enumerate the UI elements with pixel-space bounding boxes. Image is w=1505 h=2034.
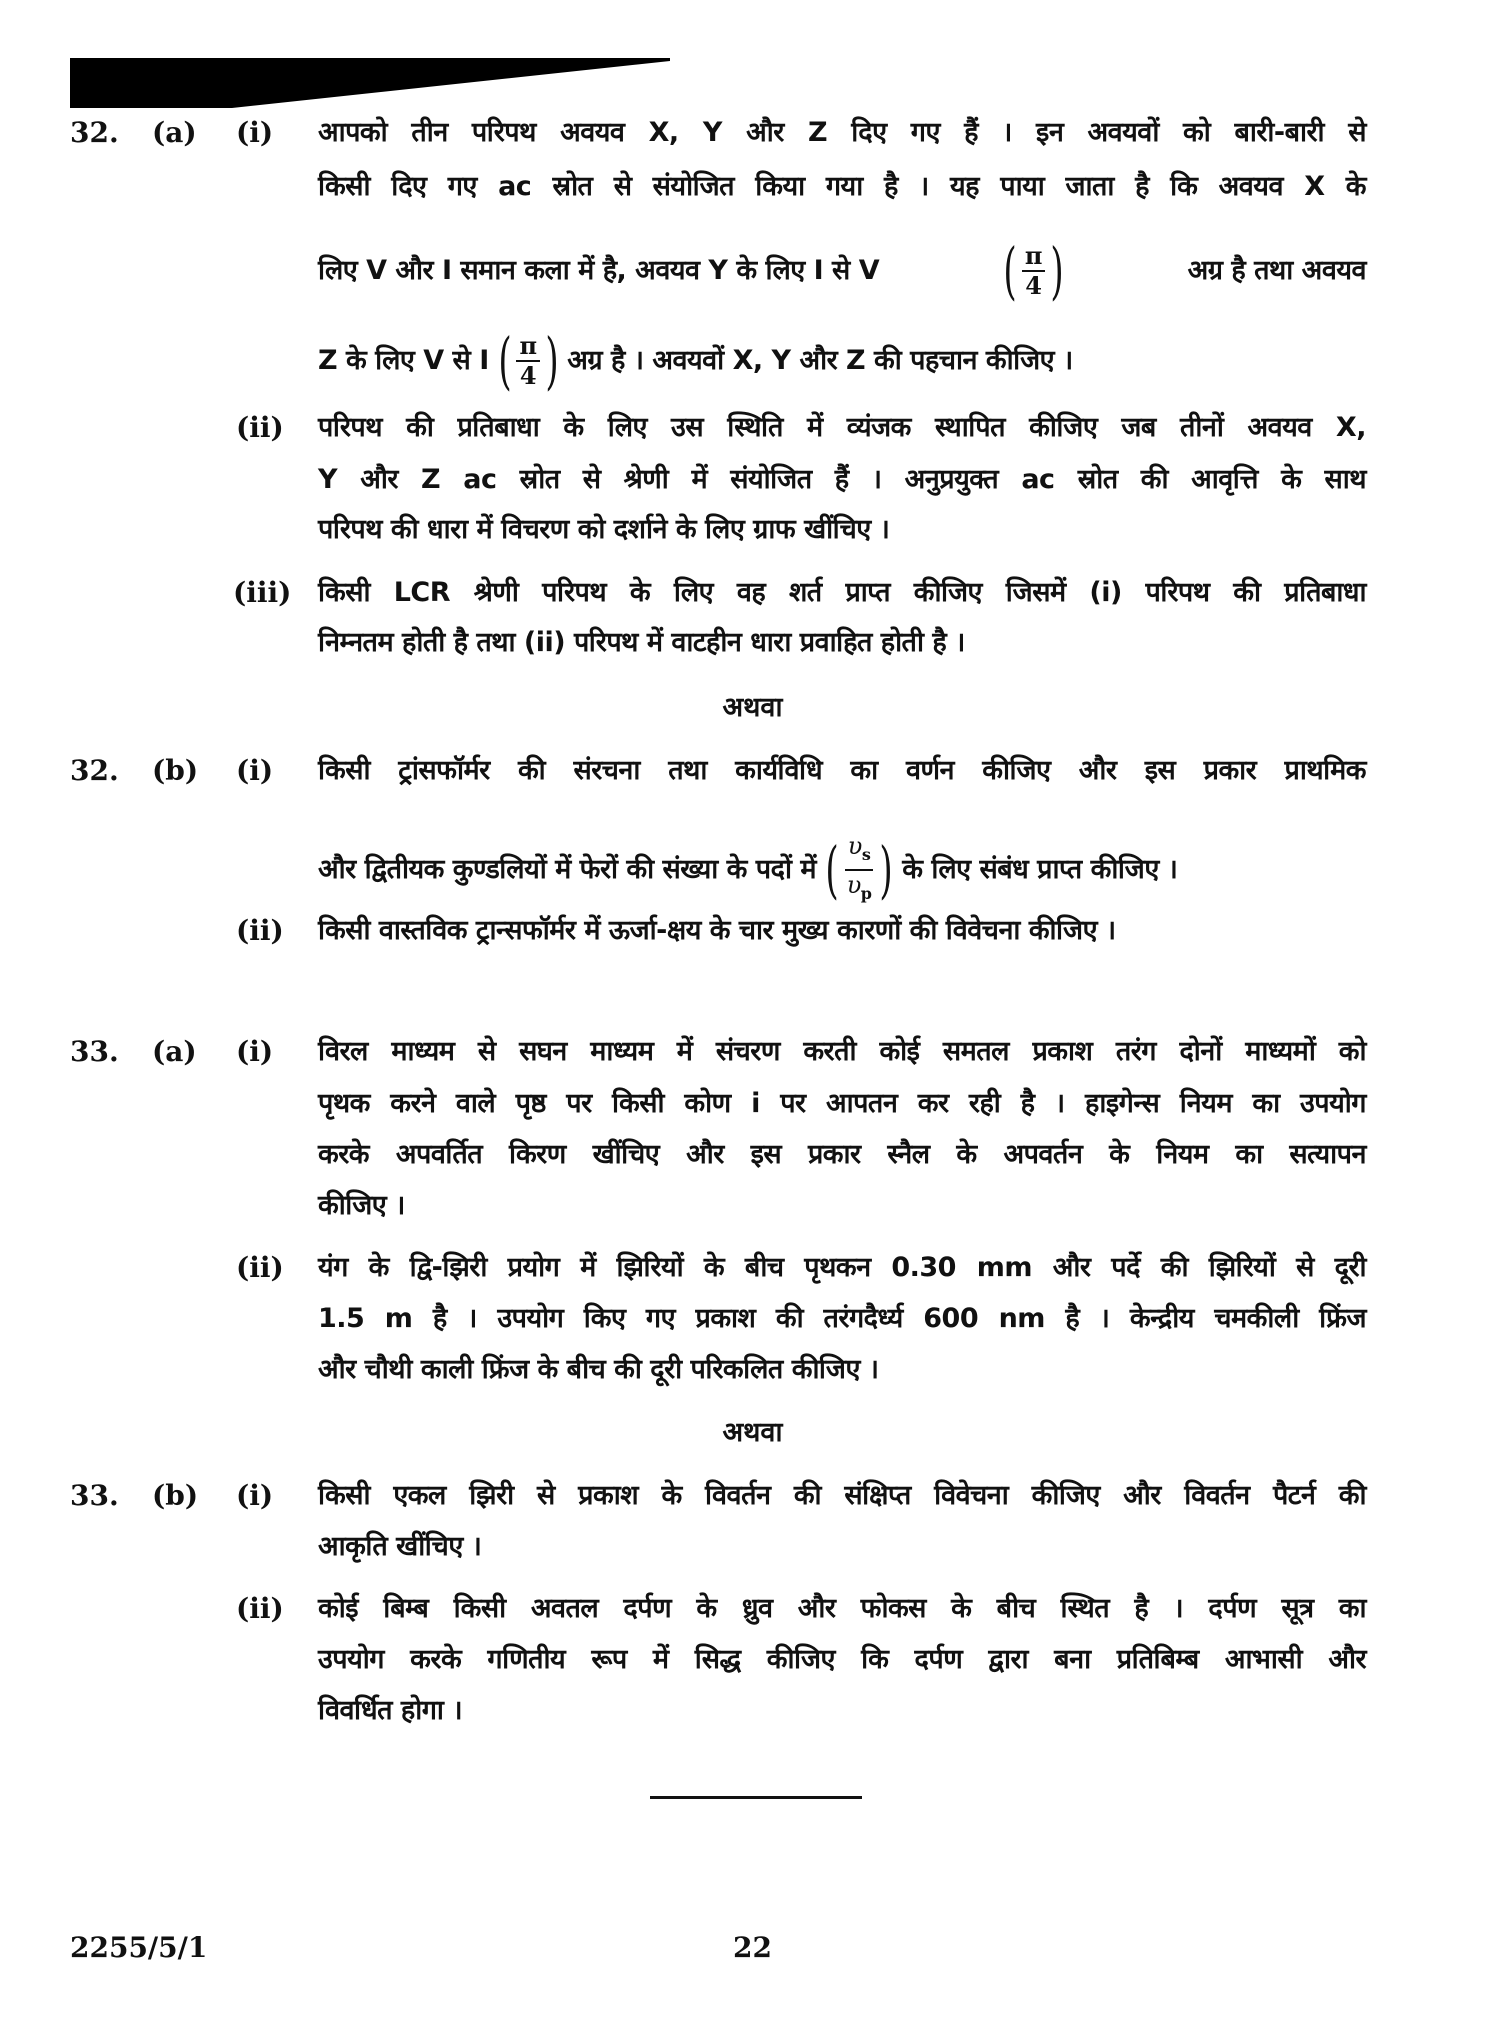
fraction-pi-over-4 bbox=[998, 234, 1068, 307]
subpart-label: (ii) bbox=[236, 1251, 284, 1284]
question-text-line: किसी दिए गए ac स्रोत से संयोजित किया गया है । यह पाया जाता है कि अवयव X के bbox=[318, 171, 1366, 202]
question-text-line-with-fraction bbox=[318, 234, 1366, 307]
question-text-line: परिपथ की प्रतिबाधा के लिए उस स्थिति में व्यंजक स्थापित कीजिए जब तीनों अवयव X, bbox=[318, 412, 1366, 443]
question-part-label: (a) bbox=[152, 1035, 197, 1068]
question-text-line: 1.5 m है । उपयोग किए गए प्रकाश की तरंगदैर्ध्य 600 nm है । केन्द्रीय चमकीली फ्रिंज bbox=[318, 1303, 1366, 1334]
fraction-numerator: $\upsilon_s$ bbox=[845, 832, 874, 871]
text-segment: अग्र है तथा अवयव bbox=[1187, 255, 1366, 286]
question-number: 33. bbox=[70, 1479, 119, 1512]
question-text-line-with-fraction bbox=[318, 324, 1366, 397]
question-part-label: (b) bbox=[152, 1479, 199, 1512]
question-text-line: कोई बिम्ब किसी अवतल दर्पण के ध्रुव और फोकस के बीच स्थित है । दर्पण सूत्र का bbox=[318, 1593, 1366, 1624]
text-segment: और द्वितीयक कुण्डलियों में फेरों की संख्या के पदों में bbox=[318, 854, 816, 885]
question-number: 33. bbox=[70, 1035, 119, 1068]
right-paren: ) bbox=[1050, 234, 1064, 307]
subpart-label: (ii) bbox=[236, 411, 284, 444]
question-text-line: किसी LCR श्रेणी परिपथ के लिए वह शर्त प्राप्त कीजिए जिसमें (i) परिपथ की प्रतिबाधा bbox=[318, 577, 1366, 608]
question-text-line: विरल माध्यम से सघन माध्यम में संचरण करती कोई समतल प्रकाश तरंग दोनों माध्यमों को bbox=[318, 1036, 1366, 1067]
subpart-label: (i) bbox=[236, 1035, 274, 1068]
fraction-numerator: π bbox=[1022, 242, 1045, 272]
fraction-vs-over-vp bbox=[820, 832, 898, 908]
question-text-line: आकृति खींचिए । bbox=[318, 1531, 482, 1562]
left-paren: ( bbox=[825, 833, 839, 906]
question-text-line: निम्नतम होती है तथा (ii) परिपथ में वाटहीन धारा प्रवाहित होती है । bbox=[318, 627, 965, 658]
or-separator: अथवा bbox=[722, 692, 783, 723]
subpart-label: (i) bbox=[236, 116, 274, 149]
question-text-line: परिपथ की धारा में विचरण को दर्शाने के लिए ग्राफ खींचिए । bbox=[318, 514, 890, 545]
question-text-line: उपयोग करके गणितीय रूप में सिद्ध कीजिए कि दर्पण द्वारा बना प्रतिबिम्ब आभासी और bbox=[318, 1644, 1366, 1675]
text-segment: Z के लिए V से I bbox=[318, 345, 489, 376]
text-segment: अग्र है । अवयवों X, Y और Z की पहचान कीजिए । bbox=[567, 345, 1073, 376]
subpart-label: (i) bbox=[236, 1479, 274, 1512]
subpart-label: (iii) bbox=[233, 576, 292, 609]
question-text-line: किसी एकल झिरी से प्रकाश के विवर्तन की संक्षिप्त विवेचना कीजिए और विवर्तन पैटर्न की bbox=[318, 1480, 1366, 1511]
question-text-line: कीजिए । bbox=[318, 1190, 405, 1221]
or-separator: अथवा bbox=[722, 1417, 783, 1448]
left-paren: ( bbox=[1003, 234, 1017, 307]
subpart-label: (ii) bbox=[236, 914, 284, 947]
question-text-line: पृथक करने वाले पृष्ठ पर किसी कोण i पर आपतन कर रही है । हाइगेन्स नियम का उपयोग bbox=[318, 1088, 1366, 1119]
text-segment: के लिए संबंध प्राप्त कीजिए । bbox=[902, 854, 1178, 885]
question-part-label: (b) bbox=[152, 754, 199, 787]
question-text-line: और चौथी काली फ्रिंज के बीच की दूरी परिकलित कीजिए । bbox=[318, 1354, 879, 1385]
question-text-line: आपको तीन परिपथ अवयव X, Y और Z दिए गए हैं । इन अवयवों को बारी-बारी से bbox=[318, 117, 1366, 148]
left-paren: ( bbox=[498, 324, 512, 397]
subpart-label: (ii) bbox=[236, 1592, 284, 1625]
fraction-denominator: 4 bbox=[1025, 271, 1042, 300]
fraction-pi-over-4 bbox=[493, 324, 563, 397]
paper-code: 2255/5/1 bbox=[70, 1931, 208, 1964]
question-text-line: Y और Z ac स्रोत से श्रेणी में संयोजित हैं । अनुप्रयुक्त ac स्रोत की आवृत्ति के साथ bbox=[318, 464, 1366, 495]
question-text-line-with-fraction bbox=[318, 832, 1366, 908]
question-number: 32. bbox=[70, 116, 119, 149]
question-text-line: करके अपवर्तित किरण खींचिए और इस प्रकार स्नैल के अपवर्तन के नियम का सत्यापन bbox=[318, 1139, 1366, 1170]
question-text-line: किसी ट्रांसफॉर्मर की संरचना तथा कार्यविधि का वर्णन कीजिए और इस प्रकार प्राथमिक bbox=[318, 755, 1366, 786]
end-of-section-rule bbox=[650, 1796, 862, 1799]
right-paren: ) bbox=[544, 324, 558, 397]
question-text-line: किसी वास्तविक ट्रान्सफॉर्मर में ऊर्जा-क्षय के चार मुख्य कारणों की विवेचना कीजिए । bbox=[318, 915, 1116, 946]
page-number: 22 bbox=[733, 1931, 772, 1964]
question-text-line: विवर्धित होगा । bbox=[318, 1695, 463, 1726]
right-paren: ) bbox=[879, 833, 893, 906]
question-text-line: यंग के द्वि-झिरी प्रयोग में झिरियों के बीच पृथकन 0.30 mm और पर्दे की झिरियों से दूरी bbox=[318, 1252, 1366, 1283]
subpart-label: (i) bbox=[236, 754, 274, 787]
fraction-numerator: π bbox=[516, 332, 539, 362]
question-part-label: (a) bbox=[152, 116, 197, 149]
question-number: 32. bbox=[70, 754, 119, 787]
text-segment: लिए V और I समान कला में है, अवयव Y के लिए I से V bbox=[318, 255, 880, 286]
header-black-bar bbox=[70, 58, 670, 108]
fraction-denominator: 4 bbox=[519, 361, 537, 390]
fraction-denominator: $\upsilon_p$ bbox=[846, 871, 872, 903]
